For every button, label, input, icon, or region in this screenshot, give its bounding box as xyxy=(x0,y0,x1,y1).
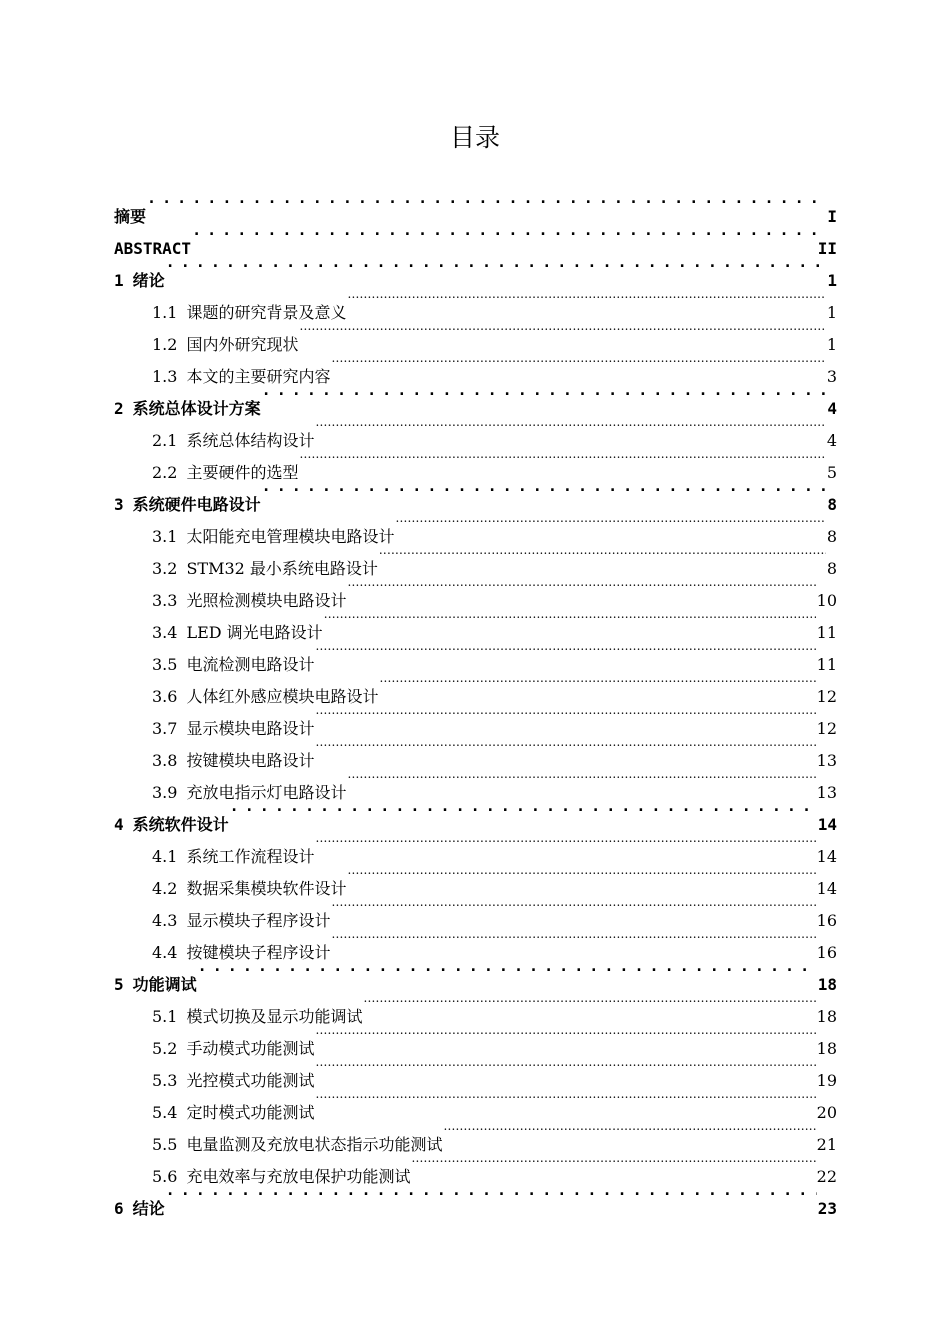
toc-entry-leader xyxy=(299,318,825,350)
toc-entry-label: 数据采集模块软件设计 xyxy=(186,879,347,898)
table-of-contents xyxy=(114,190,837,1218)
toc-entry-page-number: 19 xyxy=(816,1071,837,1090)
toc-entry-number: 3.5 xyxy=(152,655,178,674)
toc-entry-number: 1.3 xyxy=(152,367,178,386)
toc-entry-number: 3.7 xyxy=(152,719,178,738)
toc-entry-leader xyxy=(299,446,825,478)
toc-entry-leader xyxy=(315,638,815,670)
toc-entry-label: 课题的研究背景及意义 xyxy=(186,303,347,322)
toc-entry-label: 系统总体设计方案 xyxy=(132,399,261,418)
toc-entry-number: 1 xyxy=(114,271,124,290)
toc-entry-label: 充电效率与充放电保护功能测试 xyxy=(186,1167,411,1186)
toc-entry-page-number: 12 xyxy=(816,719,837,738)
toc-entry-label: 主要硬件的选型 xyxy=(186,463,299,482)
toc-entry-leader xyxy=(315,702,815,734)
toc-entry-number: 3.3 xyxy=(152,591,178,610)
toc-entry-number: 5.5 xyxy=(152,1135,178,1154)
toc-entry-label: 本文的主要研究内容 xyxy=(186,367,331,386)
toc-entry-label: 结论 xyxy=(132,1199,165,1218)
toc-entry-number: 4 xyxy=(114,815,124,834)
toc-chapter-entry[interactable] xyxy=(114,1182,837,1218)
toc-entry-leader xyxy=(443,1118,815,1150)
toc-entry-leader xyxy=(347,574,815,606)
toc-entry-number: 2 xyxy=(114,399,124,418)
toc-entry-leader xyxy=(347,286,825,318)
toc-entry-number: 3.9 xyxy=(152,783,178,802)
toc-entry-page-number: 18 xyxy=(816,1007,837,1026)
toc-entry-number: 5.2 xyxy=(152,1039,178,1058)
toc-entry-leader xyxy=(315,1054,815,1086)
toc-entry-leader xyxy=(363,990,815,1022)
toc-entry-label: 定时模式功能测试 xyxy=(186,1103,315,1122)
toc-entry-label: 按键模块子程序设计 xyxy=(186,943,331,962)
toc-entry-leader xyxy=(379,670,815,702)
toc-entry-page-number: 11 xyxy=(816,655,837,674)
toc-entry-page-number: 4 xyxy=(827,399,837,418)
toc-entry-page-number: II xyxy=(817,239,837,258)
toc-entry-number: 3.4 xyxy=(152,623,178,642)
toc-entry-number: 6 xyxy=(114,1199,124,1218)
toc-chapter-entry[interactable] xyxy=(114,190,837,226)
toc-entry-number: 4.4 xyxy=(152,943,178,962)
toc-entry-leader xyxy=(166,1182,817,1214)
toc-entry-number: 2.1 xyxy=(152,431,178,450)
toc-entry-label: 电量监测及充放电状态指示功能测试 xyxy=(186,1135,443,1154)
toc-entry-label: 电流检测电路设计 xyxy=(186,655,315,674)
toc-entry-leader xyxy=(395,510,825,542)
toc-entry-number: 3.1 xyxy=(152,527,178,546)
toc-entry-page-number: 21 xyxy=(816,1135,837,1154)
toc-entry-page-number: 1 xyxy=(827,271,837,290)
toc-entry-number: 5.4 xyxy=(152,1103,178,1122)
toc-entry-label: 绪论 xyxy=(132,271,165,290)
toc-entry-page-number: 13 xyxy=(816,783,837,802)
toc-entry-number: 4.1 xyxy=(152,847,178,866)
toc-entry-number: 2.2 xyxy=(152,463,178,482)
toc-entry-leader xyxy=(331,926,815,958)
page-title: 目录 xyxy=(449,123,500,152)
toc-entry-label: 显示模块电路设计 xyxy=(186,719,315,738)
toc-entry-page-number: 3 xyxy=(826,367,837,386)
toc-entry-label: 系统软件设计 xyxy=(132,815,229,834)
toc-entry-label: 人体红外感应模块电路设计 xyxy=(186,687,379,706)
toc-entry-number: 5.3 xyxy=(152,1071,178,1090)
toc-entry-label: 手动模式功能测试 xyxy=(186,1039,315,1058)
toc-entry-page-number: 10 xyxy=(816,591,837,610)
toc-entry-number: 3.8 xyxy=(152,751,178,770)
toc-entry-leader xyxy=(230,798,817,830)
toc-entry-label: LED 调光电路设计 xyxy=(186,623,323,642)
toc-entry-page-number: 22 xyxy=(816,1167,837,1186)
toc-entry-page-number: 8 xyxy=(826,527,837,546)
toc-entry-page-number: 8 xyxy=(827,495,837,514)
toc-entry-number: 3 xyxy=(114,495,124,514)
toc-entry-label: STM32 最小系统电路设计 xyxy=(186,559,378,578)
toc-entry-leader xyxy=(166,254,827,286)
toc-entry-leader xyxy=(262,382,827,414)
toc-entry-page-number: 13 xyxy=(816,751,837,770)
toc-entry-page-number: 14 xyxy=(817,815,837,834)
toc-entry-leader xyxy=(331,894,815,926)
toc-entry-page-number: 4 xyxy=(826,431,837,450)
toc-entry-page-number: 12 xyxy=(816,687,837,706)
toc-entry-label: 显示模块子程序设计 xyxy=(186,911,331,930)
toc-entry-label: 光照检测模块电路设计 xyxy=(186,591,347,610)
toc-chapter-entry[interactable] xyxy=(114,958,837,994)
toc-entry-number: 5.6 xyxy=(152,1167,178,1186)
toc-entry-label: 充放电指示灯电路设计 xyxy=(186,783,347,802)
toc-entry-leader xyxy=(324,606,816,638)
toc-entry-page-number: 14 xyxy=(816,879,837,898)
toc-entry-leader xyxy=(411,1150,815,1182)
toc-chapter-entry[interactable] xyxy=(114,222,837,258)
toc-entry-page-number: 14 xyxy=(816,847,837,866)
toc-entry-label: 国内外研究现状 xyxy=(186,335,299,354)
toc-entry-page-number: 16 xyxy=(816,911,837,930)
toc-entry-leader xyxy=(315,414,825,446)
toc-entry-leader xyxy=(315,734,815,766)
toc-section-entry[interactable] xyxy=(114,990,837,1026)
toc-entry-page-number: 1 xyxy=(826,303,837,322)
toc-entry-label: ABSTRACT xyxy=(114,239,192,258)
toc-entry-page-number: 18 xyxy=(816,1039,837,1058)
toc-entry-number: 5 xyxy=(114,975,124,994)
toc-entry-leader xyxy=(262,478,827,510)
toc-entry-number: 3.2 xyxy=(152,559,178,578)
toc-entry-number: 1.2 xyxy=(152,335,178,354)
toc-entry-label: 模式切换及显示功能调试 xyxy=(186,1007,363,1026)
toc-entry-page-number: 1 xyxy=(826,335,837,354)
toc-entry-label: 太阳能充电管理模块电路设计 xyxy=(186,527,395,546)
toc-entry-number: 3.6 xyxy=(152,687,178,706)
toc-entry-leader xyxy=(379,542,826,574)
toc-entry-number: 1.1 xyxy=(152,303,178,322)
toc-chapter-entry[interactable] xyxy=(114,254,837,290)
toc-entry-page-number: 18 xyxy=(817,975,837,994)
toc-entry-leader xyxy=(315,1086,815,1118)
toc-entry-label: 按键模块电路设计 xyxy=(186,751,315,770)
toc-entry-page-number: 11 xyxy=(816,623,837,642)
toc-entry-leader xyxy=(198,958,817,990)
toc-entry-page-number: 23 xyxy=(817,1199,837,1218)
toc-entry-number: 4.3 xyxy=(152,911,178,930)
toc-entry-label: 系统工作流程设计 xyxy=(186,847,315,866)
toc-entry-page-number: 16 xyxy=(816,943,837,962)
toc-entry-label: 摘要 xyxy=(114,207,147,226)
toc-entry-label: 光控模式功能测试 xyxy=(186,1071,315,1090)
toc-entry-leader xyxy=(331,350,825,382)
toc-entry-leader xyxy=(315,1022,815,1054)
toc-entry-page-number: 20 xyxy=(816,1103,837,1122)
toc-entry-page-number: I xyxy=(827,207,837,226)
toc-entry-number: 4.2 xyxy=(152,879,178,898)
toc-entry-number: 5.1 xyxy=(152,1007,178,1026)
toc-entry-page-number: 5 xyxy=(826,463,837,482)
toc-entry-leader xyxy=(347,766,815,798)
toc-entry-label: 功能调试 xyxy=(132,975,197,994)
toc-entry-page-number: 8 xyxy=(826,559,837,578)
toc-entry-leader xyxy=(192,222,817,254)
toc-entry-leader xyxy=(315,830,815,862)
toc-entry-leader xyxy=(347,862,815,894)
toc-entry-label: 系统硬件电路设计 xyxy=(132,495,261,514)
toc-entry-leader xyxy=(147,190,826,222)
toc-section-entry[interactable] xyxy=(114,286,837,322)
toc-entry-label: 系统总体结构设计 xyxy=(186,431,315,450)
